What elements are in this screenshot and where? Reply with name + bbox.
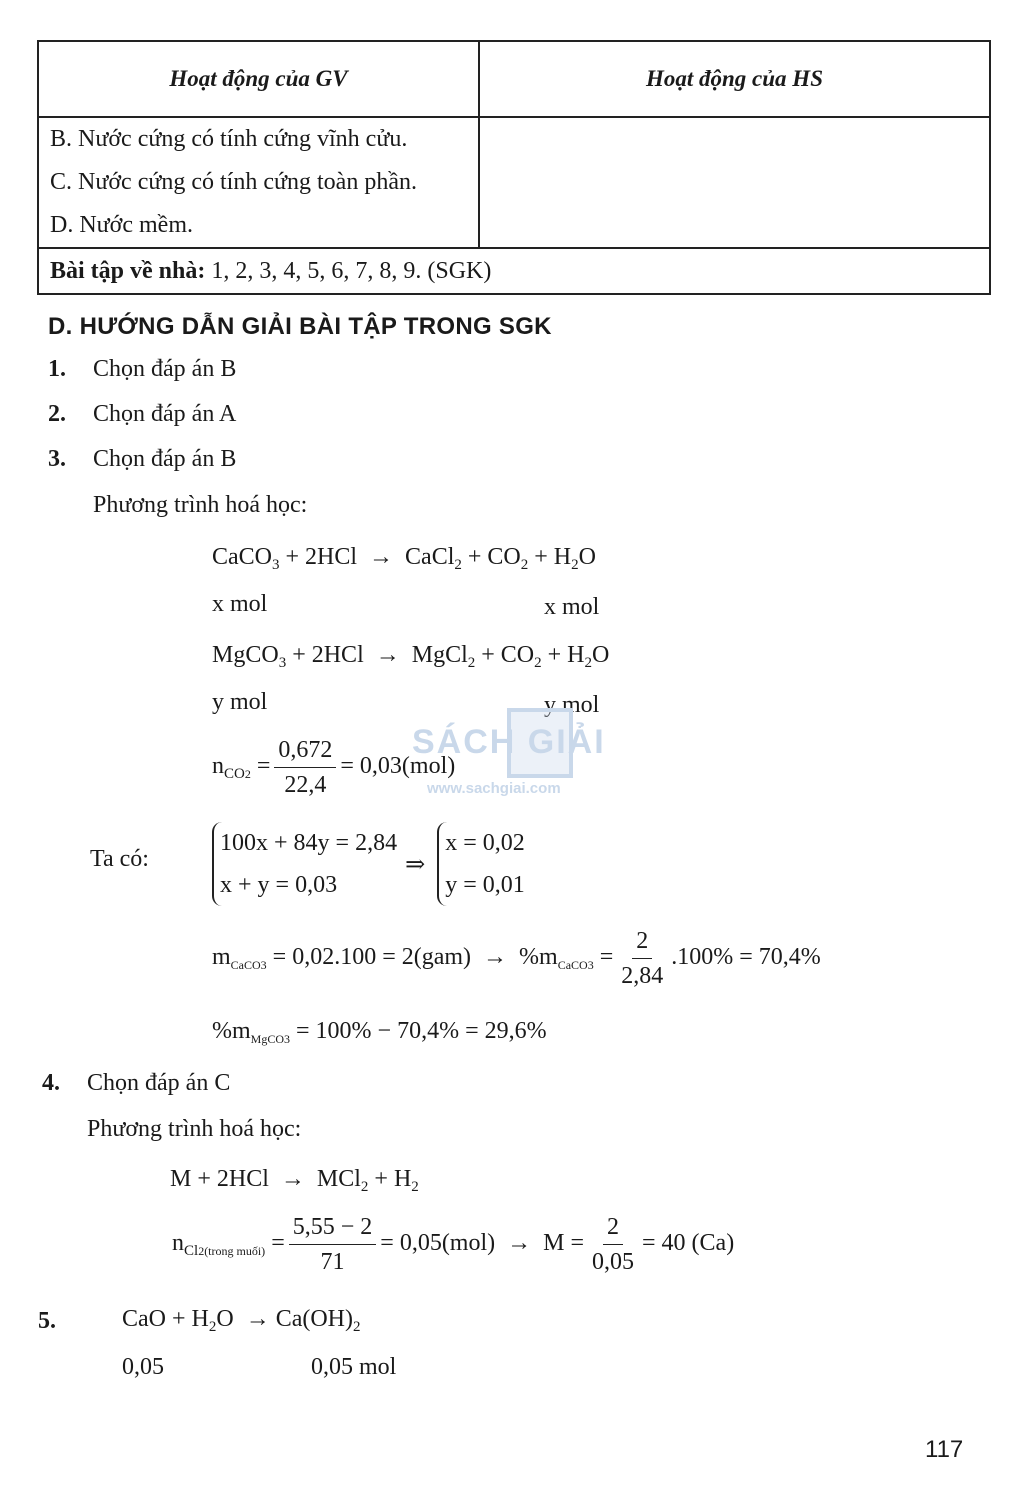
watermark-url: www.sachgiai.com xyxy=(427,780,561,797)
item-3-text: Chọn đáp án B xyxy=(93,446,237,472)
ex3-pt-label: Phương trình hoá học: xyxy=(93,492,308,518)
gv-options-cell xyxy=(38,117,479,248)
fraction: $\frac{5,55 - 2}{71}$ xyxy=(289,1212,377,1277)
col-hs-header: Hoạt động của HS xyxy=(479,41,990,117)
ex3-reaction-1: CaCO$_3$ + 2HCl → CaCl$_2$ + $CO_2 + H_2O$ xyxy=(212,544,596,573)
option-d: D. Nước mềm. xyxy=(50,212,194,238)
page-number: 117 xyxy=(925,1436,964,1463)
activity-table xyxy=(37,40,991,295)
watermark-logo xyxy=(412,708,617,803)
ex3-x-mol-2: x mol xyxy=(544,594,600,620)
item-2-text: Chọn đáp án A xyxy=(93,401,237,427)
item-3 xyxy=(48,446,66,473)
ex4-n-cl2: $n_{Cl2(trong muối)}$ = $\frac{5,55 - 2}{71}$ = 0,05(mol) → M = $\frac{2}{0,05}$ = 40 (Ca) xyxy=(172,1214,735,1275)
col-gv-header: Hoạt động của GV xyxy=(38,41,479,117)
item-4 xyxy=(42,1070,60,1097)
ex3-pct-mgco3: $\%m_{MgCO3} = 100\% - 70,4\% = 29,6\%$ xyxy=(212,1018,547,1046)
item-4-text: Chọn đáp án C xyxy=(87,1070,231,1096)
item-number: 3. xyxy=(48,446,66,472)
item-number: 2. xyxy=(48,401,66,427)
homework-value: 1, 2, 3, 4, 5, 6, 7, 8, 9. (SGK) xyxy=(205,257,492,284)
ex3-x-mol-1: x mol xyxy=(212,591,268,617)
item-1-text: Chọn đáp án B xyxy=(93,356,237,382)
ex3-y-mol-1: y mol xyxy=(212,689,268,715)
item-number: 1. xyxy=(48,356,66,382)
item-1 xyxy=(48,356,66,383)
item-2 xyxy=(48,401,66,428)
homework-label: Bài tập về nhà: xyxy=(50,257,206,284)
ex3-mass-caco3: $m_{CaCO3} = 0,02.100 = 2(gam) \to \%m_{CaCO3}$ = $\frac{2}{2,84}$ .100% = 70,4% xyxy=(212,928,821,989)
item-number: 5. xyxy=(38,1308,56,1334)
ex5-reaction: CaO + $H_2O \to Ca(OH)_2$ xyxy=(122,1306,361,1335)
system-brace: 100x + 84y = 2,84 x + y = 0,03 xyxy=(212,822,397,906)
ex4-pt-label: Phương trình hoá học: xyxy=(87,1116,302,1142)
ex3-n-co2: $n_{CO2}$ = $\frac{0,672}{22,4}$ = 0,03(mol) xyxy=(212,737,456,798)
ex3-y-mol-2: y mol xyxy=(544,692,600,718)
ex4-reaction: $M + 2HCl \to MCl_2 + H_2$ xyxy=(170,1166,419,1195)
option-c: C. Nước cứng có tính cứng toàn phần. xyxy=(50,169,417,195)
item-5 xyxy=(38,1308,56,1335)
hs-empty-cell xyxy=(479,117,990,248)
ex5-value-1: 0,05 xyxy=(122,1354,164,1380)
ex5-value-2: 0,05 mol xyxy=(311,1354,397,1380)
ex3-system: 100x + 84y = 2,84 x + y = 0,03 ⇒ x = 0,02 y = 0,01 xyxy=(212,822,525,906)
fraction: $\frac{2}{0,05}$ xyxy=(592,1214,635,1275)
item-number: 4. xyxy=(42,1070,60,1096)
homework-row xyxy=(38,248,990,294)
fraction: $\frac{0,672}{22,4}$ xyxy=(274,735,336,800)
solution-brace: x = 0,02 y = 0,01 xyxy=(437,822,525,906)
section-title: D. HƯỚNG DẪN GIẢI BÀI TẬP TRONG SGK xyxy=(48,313,552,340)
ex3-ta-co: Ta có: xyxy=(90,846,149,872)
ex3-reaction-2: MgCO$_3$ + 2HCl → MgCl$_2$ + $CO_2 + H_2O$ xyxy=(212,642,610,671)
watermark-brand: SÁCH GIẢI xyxy=(412,723,606,761)
fraction: $\frac{2}{2,84}$ xyxy=(621,928,664,989)
option-b: B. Nước cứng có tính cứng vĩnh cửu. xyxy=(50,126,408,152)
